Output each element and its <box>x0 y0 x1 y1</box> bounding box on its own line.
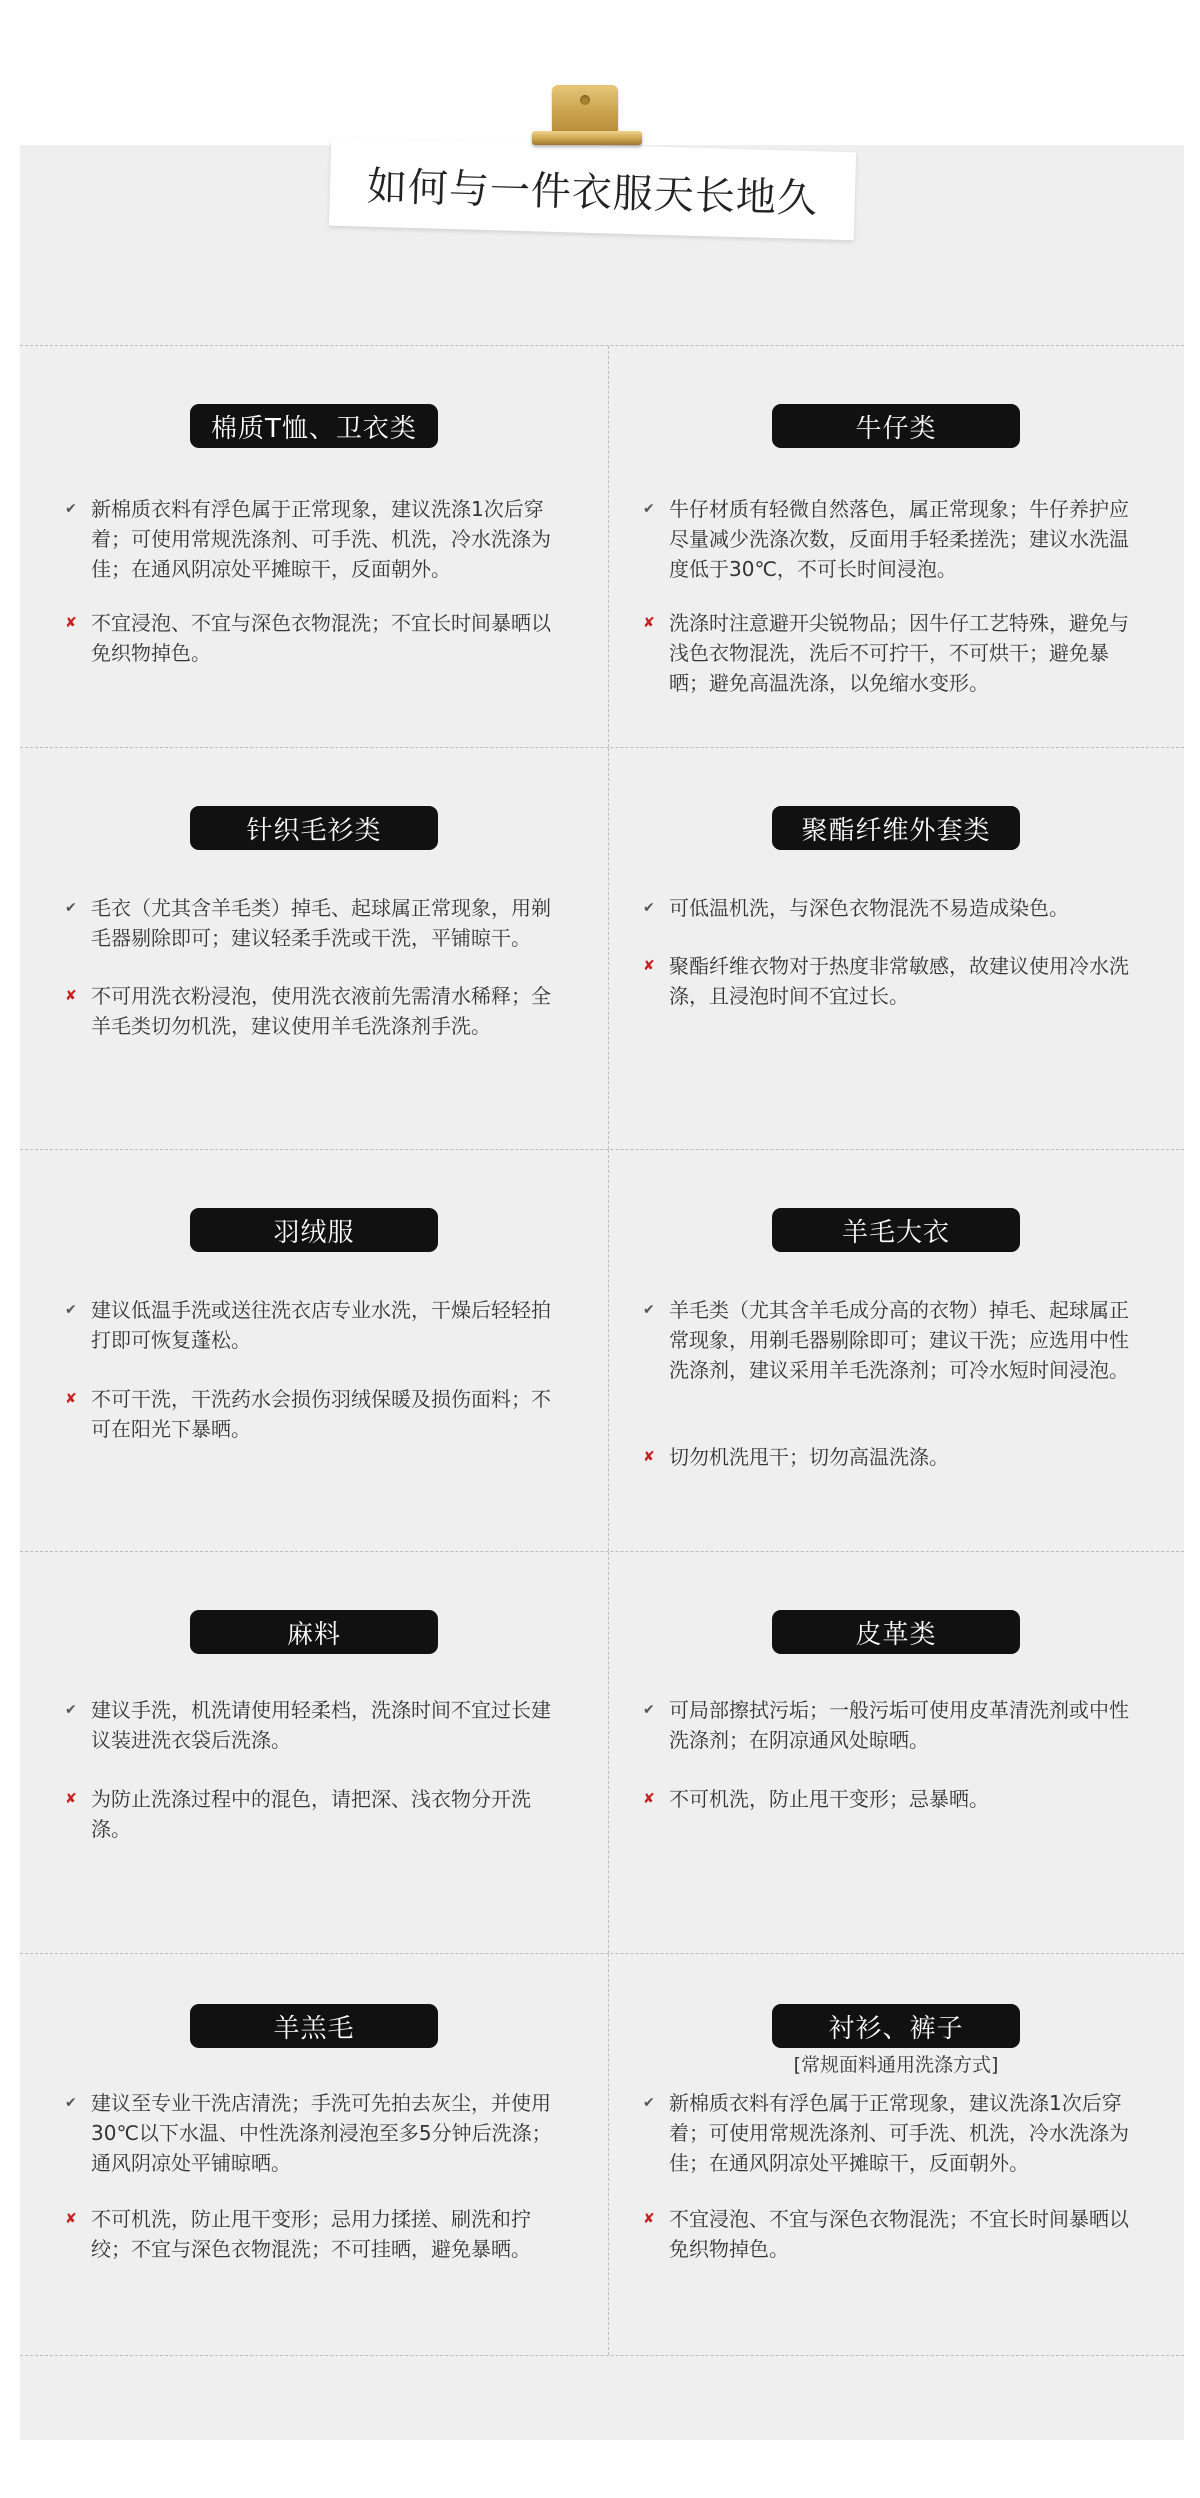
care-section-wool-coat <box>608 1150 1184 1551</box>
do-text: 建议至专业干洗店清洗；手洗可先拍去灰尘，并使用30℃以下水温、中性洗涤剂浸泡至多5分钟后洗涤；通风阴凉处平铺晾晒。 <box>91 2091 552 2175</box>
dont-text: 聚酯纤维衣物对于热度非常敏感，故建议使用冷水洗涤，且浸泡时间不宜过长。 <box>669 954 1129 1008</box>
care-section-leather <box>608 1552 1184 1953</box>
do-item <box>65 494 565 584</box>
do-item <box>643 1295 1143 1385</box>
care-section-down <box>20 1150 608 1551</box>
do-item <box>643 893 1143 923</box>
dont-text: 切勿机洗甩干；切勿高温洗涤。 <box>669 1445 949 1469</box>
clip-bar <box>532 131 642 145</box>
do-item <box>65 1295 565 1355</box>
section-heading: 棉质T恤、卫衣类 <box>190 404 438 448</box>
check-icon: ✔ <box>65 2095 77 2111</box>
clip-body <box>552 85 618 135</box>
care-row-5 <box>20 1954 1184 2356</box>
do-text: 建议低温手洗或送往洗衣店专业水洗，干燥后轻轻拍打即可恢复蓬松。 <box>91 1298 551 1352</box>
cross-icon: ✘ <box>65 2211 77 2227</box>
dont-text: 不宜浸泡、不宜与深色衣物混洗；不宜长时间暴晒以免织物掉色。 <box>91 611 551 665</box>
section-heading: 麻料 <box>190 1610 438 1654</box>
do-text: 新棉质衣料有浮色属于正常现象，建议洗涤1次后穿着；可使用常规洗涤剂、可手洗、机洗，冷水洗涤为佳；在通风阴凉处平摊晾干，反面朝外。 <box>669 2091 1129 2175</box>
dont-text: 洗涤时注意避开尖锐物品；因牛仔工艺特殊，避免与浅色衣物混洗，洗后不可拧干，不可烘干；避免暴晒；避免高温洗涤，以免缩水变形。 <box>669 611 1129 695</box>
do-item <box>65 893 565 953</box>
do-text: 可低温机洗，与深色衣物混洗不易造成染色。 <box>669 896 1069 920</box>
section-heading: 聚酯纤维外套类 <box>772 806 1020 850</box>
dont-item <box>65 981 565 1041</box>
care-section-denim <box>608 346 1184 747</box>
dont-item <box>643 1442 1143 1472</box>
section-subheading: [常规面料通用洗涤方式] <box>793 2054 999 2076</box>
cross-icon: ✘ <box>643 2211 655 2227</box>
care-section-cotton <box>20 346 608 747</box>
binder-clip-icon <box>520 85 680 165</box>
check-icon: ✔ <box>65 1702 77 1718</box>
care-row-2 <box>20 748 1184 1150</box>
cross-icon: ✘ <box>643 1449 655 1465</box>
do-item <box>65 1695 565 1755</box>
care-section-polyester <box>608 748 1184 1149</box>
cross-icon: ✘ <box>65 988 77 1004</box>
dont-text: 不可干洗，干洗药水会损伤羽绒保暖及损伤面料；不可在阳光下暴晒。 <box>91 1387 551 1441</box>
section-heading: 羽绒服 <box>190 1208 438 1252</box>
dont-item <box>643 1784 1143 1814</box>
care-section-knitwear <box>20 748 608 1149</box>
check-icon: ✔ <box>65 900 77 916</box>
dont-item <box>643 608 1143 698</box>
do-item <box>65 2088 565 2178</box>
do-item <box>643 1695 1143 1755</box>
do-item <box>643 494 1143 584</box>
care-row-3 <box>20 1150 1184 1552</box>
dont-item <box>65 608 565 668</box>
cross-icon: ✘ <box>65 1791 77 1807</box>
do-text: 建议手洗，机洗请使用轻柔档，洗涤时间不宜过长建议装进洗衣袋后洗涤。 <box>91 1698 551 1752</box>
care-section-shirts-trousers <box>608 1954 1184 2355</box>
check-icon: ✔ <box>65 501 77 517</box>
check-icon: ✔ <box>643 501 655 517</box>
section-heading: 针织毛衫类 <box>190 806 438 850</box>
check-icon: ✔ <box>643 2095 655 2111</box>
dont-item <box>65 1384 565 1444</box>
check-icon: ✔ <box>65 1302 77 1318</box>
cross-icon: ✘ <box>65 615 77 631</box>
do-text: 可局部擦拭污垢；一般污垢可使用皮革清洗剂或中性洗涤剂；在阴凉通风处晾晒。 <box>669 1698 1129 1752</box>
section-heading: 羊毛大衣 <box>772 1208 1020 1252</box>
dont-item <box>65 2204 565 2264</box>
do-text: 新棉质衣料有浮色属于正常现象，建议洗涤1次后穿着；可使用常规洗涤剂、可手洗、机洗，冷水洗涤为佳；在通风阴凉处平摊晾干，反面朝外。 <box>91 497 551 581</box>
page-title: 如何与一件衣服天长地久 <box>366 163 819 222</box>
cross-icon: ✘ <box>643 615 655 631</box>
care-row-1 <box>20 346 1184 748</box>
do-text: 羊毛类（尤其含羊毛成分高的衣物）掉毛、起球属正常现象，用剃毛器剔除即可；建议干洗；应选用中性洗涤剂，建议采用羊毛洗涤剂；可冷水短时间浸泡。 <box>669 1298 1129 1382</box>
dont-text: 不宜浸泡、不宜与深色衣物混洗；不宜长时间暴晒以免织物掉色。 <box>669 2207 1129 2261</box>
dont-text: 不可用洗衣粉浸泡，使用洗衣液前先需清水稀释；全羊毛类切勿机洗，建议使用羊毛洗涤剂手洗。 <box>91 984 551 1038</box>
dont-item <box>643 2204 1143 2264</box>
cross-icon: ✘ <box>643 958 655 974</box>
section-heading: 牛仔类 <box>772 404 1020 448</box>
do-text: 毛衣（尤其含羊毛类）掉毛、起球属正常现象，用剃毛器剔除即可；建议轻柔手洗或干洗，平铺晾干。 <box>91 896 551 950</box>
section-heading: 皮革类 <box>772 1610 1020 1654</box>
care-row-4 <box>20 1552 1184 1954</box>
check-icon: ✔ <box>643 1702 655 1718</box>
cross-icon: ✘ <box>65 1391 77 1407</box>
dont-item <box>65 1784 565 1844</box>
dont-text: 不可机洗，防止甩干变形；忌暴晒。 <box>669 1787 989 1811</box>
dont-text: 不可机洗，防止甩干变形；忌用力揉搓、刷洗和拧绞；不宜与深色衣物混洗；不可挂晒，避免暴晒。 <box>91 2207 531 2261</box>
check-icon: ✔ <box>643 900 655 916</box>
check-icon: ✔ <box>643 1302 655 1318</box>
do-text: 牛仔材质有轻微自然落色，属正常现象；牛仔养护应尽量减少洗涤次数，反面用手轻柔搓洗；建议水洗温度低于30℃，不可长时间浸泡。 <box>669 497 1129 581</box>
cross-icon: ✘ <box>643 1791 655 1807</box>
dont-item <box>643 951 1143 1011</box>
do-item <box>643 2088 1143 2178</box>
section-heading: 衬衫、裤子 <box>772 2004 1020 2048</box>
care-section-lambswool <box>20 1954 608 2355</box>
care-section-linen <box>20 1552 608 1953</box>
section-heading: 羊羔毛 <box>190 2004 438 2048</box>
dont-text: 为防止洗涤过程中的混色，请把深、浅衣物分开洗涤。 <box>91 1787 531 1841</box>
